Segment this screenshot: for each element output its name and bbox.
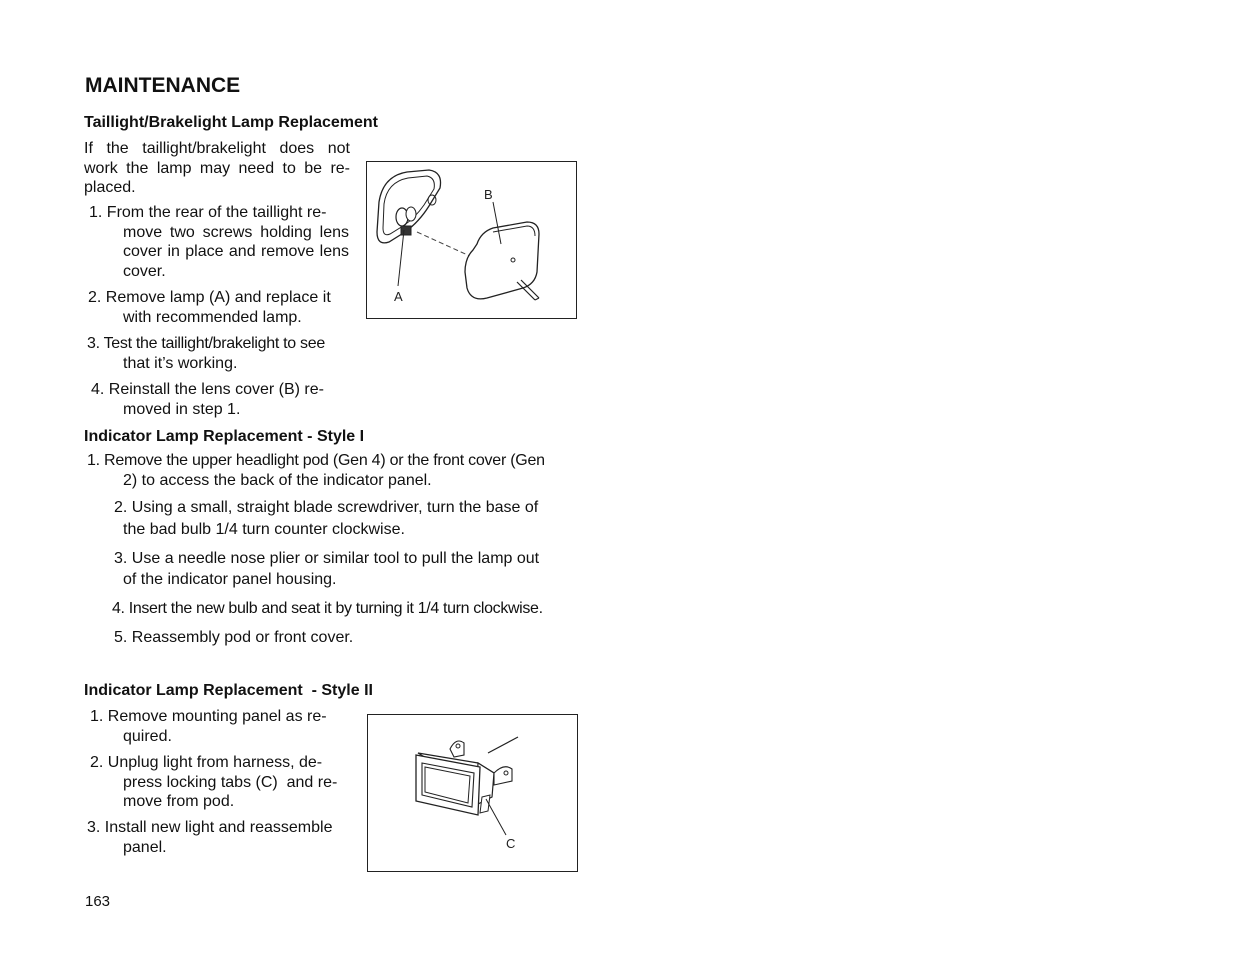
style2-step-2: 2. Unplug light from harness, de- press locking tabs (C) and re-move from pod. — [90, 754, 338, 810]
taillight-diagram — [367, 162, 576, 318]
taillight-step-2: 2. Remove lamp (A) and replace it with recommended lamp. — [88, 289, 331, 326]
style2-step-1: 1. Remove mounting panel as re- quired. — [90, 708, 327, 745]
taillight-step-1: 1. From the rear of the taillight re- move two screws holding lens cover in place and remove lens cover. — [89, 204, 349, 280]
page-number: 163 — [85, 893, 111, 910]
taillight-figure — [366, 161, 577, 319]
section-heading-style-1: Indicator Lamp Replacement - Style I — [84, 428, 365, 445]
indicator-figure — [367, 714, 578, 872]
style1-step-5: 5. Reassembly pod or front cover. — [114, 629, 354, 646]
style1-step-3: 3. Use a needle nose plier or similar tool to pull the lamp out of the indicator panel housing. — [114, 550, 540, 588]
label-c: C — [506, 836, 516, 851]
taillight-step-4: 4. Reinstall the lens cover (B) re- moved in step 1. — [91, 381, 324, 418]
page-title: MAINTENANCE — [85, 74, 241, 97]
indicator-diagram — [368, 715, 577, 871]
style1-step-4: 4. Insert the new bulb and seat it by turning it 1/4 turn clockwise. — [112, 600, 543, 617]
label-b: B — [484, 187, 493, 202]
label-a: A — [394, 289, 403, 304]
taillight-step-3: 3. Test the taillight/brakelight to see that it’s working. — [87, 335, 325, 372]
section-heading-style-2: Indicator Lamp Replacement - Style II — [84, 682, 373, 699]
taillight-intro: If the taillight/brakelight does not work the lamp may need to be re-placed. — [84, 140, 350, 196]
style1-step-1: 1. Remove the upper headlight pod (Gen 4) or the front cover (Gen 2) to access the back of the indicator panel. — [87, 452, 545, 489]
style2-step-3: 3. Install new light and reassemble panel. — [87, 819, 333, 856]
section-heading-taillight: Taillight/Brakelight Lamp Replacement — [84, 114, 378, 131]
style1-step-2: 2. Using a small, straight blade screwdriver, turn the base of the bad bulb 1/4 turn counter clockwise. — [114, 499, 539, 538]
